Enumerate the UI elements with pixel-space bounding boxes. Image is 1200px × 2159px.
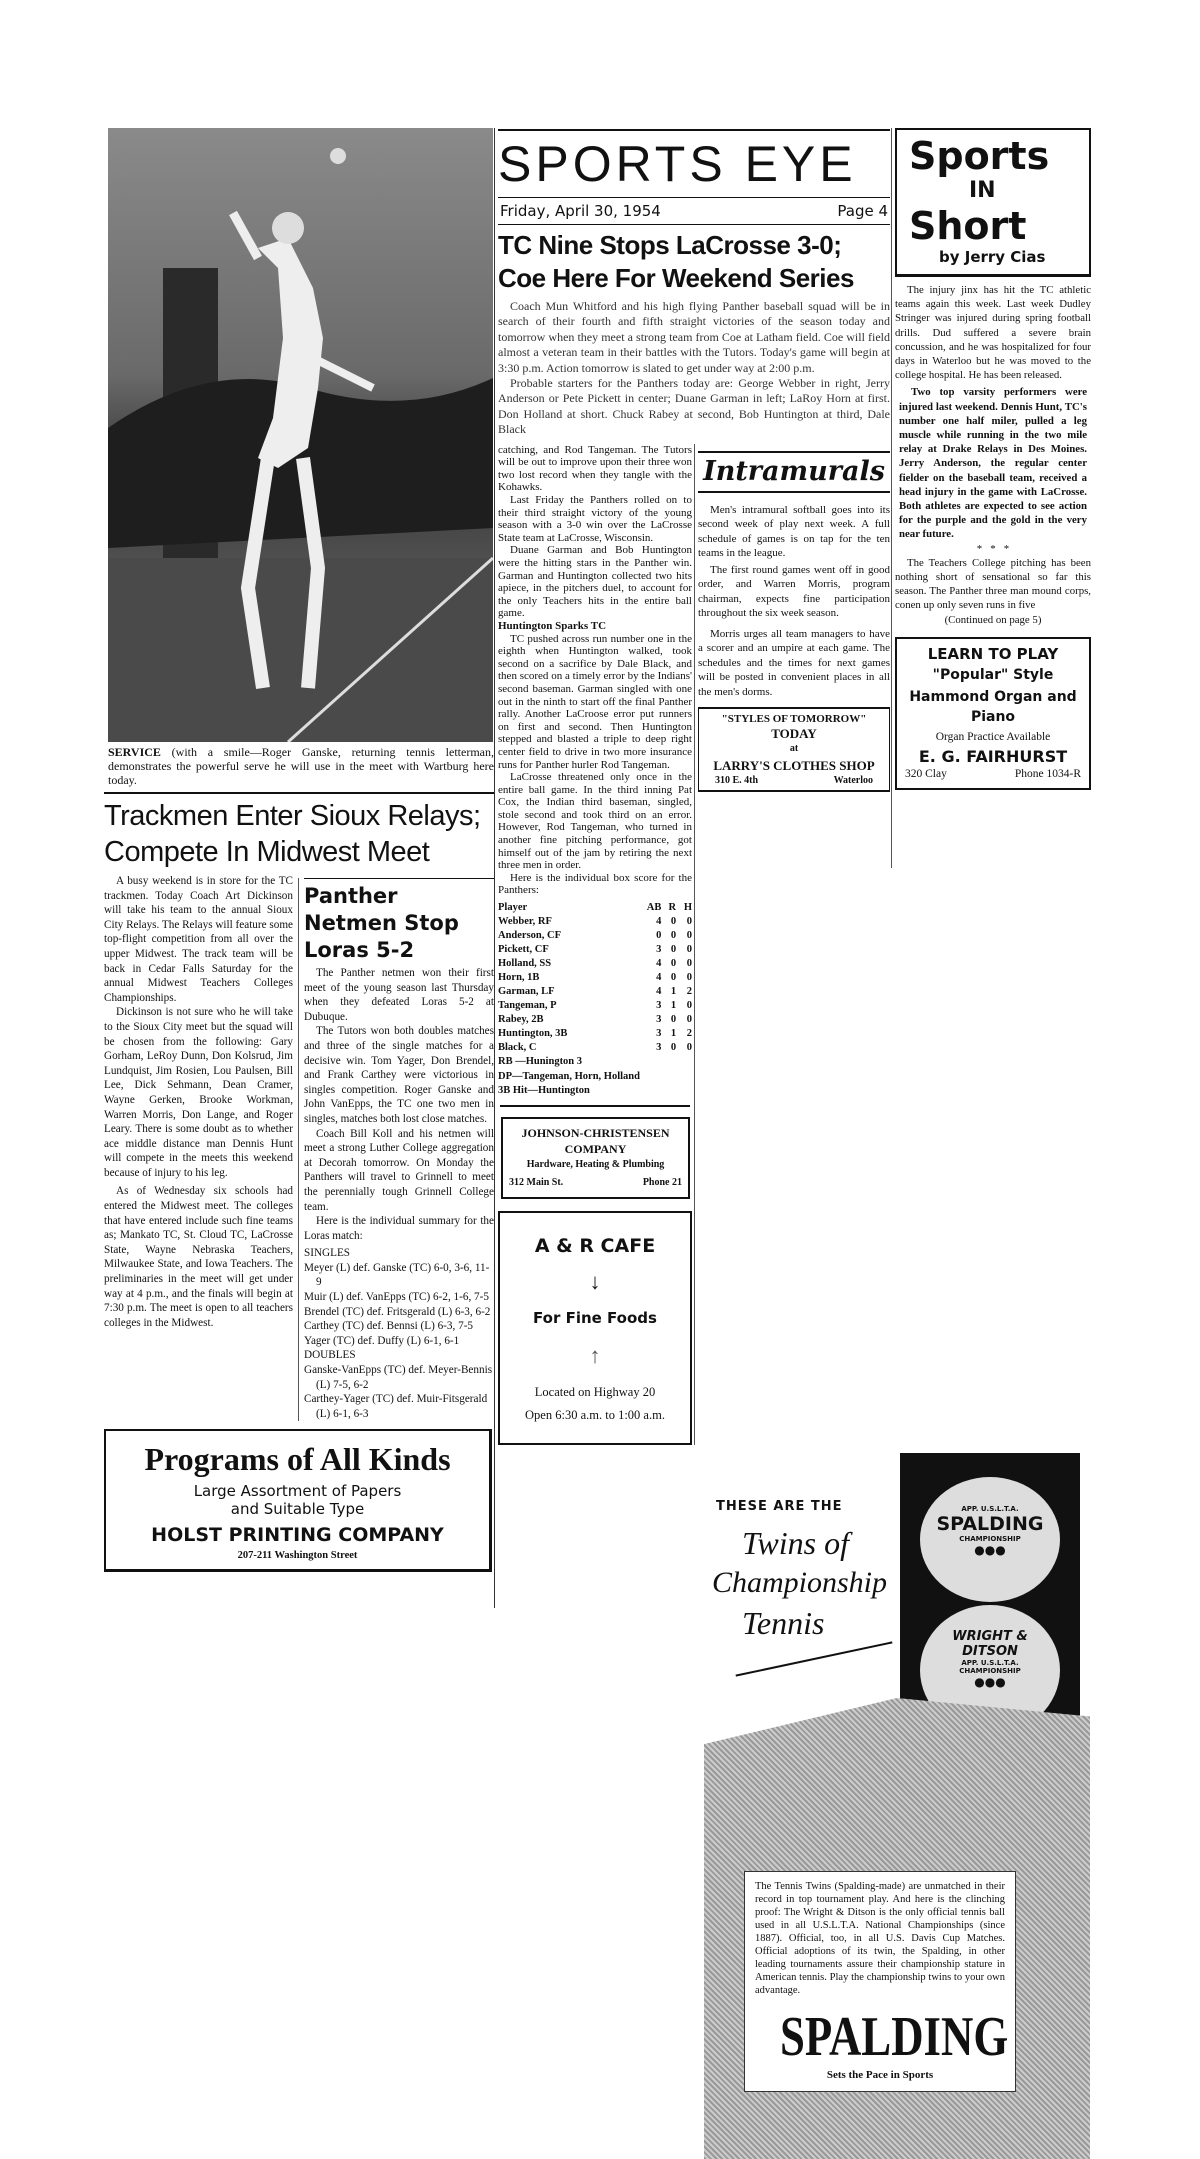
continued-note: (Continued on page 5)	[944, 613, 1042, 626]
stat-cell: 0	[686, 1014, 692, 1026]
match-result: Brendel (TC) def. Fritsgerald (L) 6-3, 6-2	[304, 1305, 491, 1318]
larrys-name: LARRY'S CLOTHES SHOP	[713, 758, 875, 774]
box-score-row	[498, 985, 692, 999]
box-score-row	[498, 1013, 692, 1027]
masthead-title: SPORTS EYE	[498, 136, 857, 192]
match-result: Ganske-VanEpps (TC) def. Meyer-Bennis (L) 7-5, 6-2	[304, 1364, 493, 1391]
netmen-paragraph: The Panther netmen won their first meet of the young season last Thursday when they defeated Loras 5-2 at Dubuque.	[304, 967, 494, 1023]
box-score-row	[498, 1041, 692, 1055]
box-score-row	[498, 971, 692, 985]
box-score-header	[498, 901, 692, 915]
main-paragraph: Coach Mun Whitford and his high flying Panther baseball squad will be in search of their fourth and fifth straight victories of the season today and tomorrow when they meet a strong team from Coe at Latham field. Coe will field almost a veteran team in their battles with the Tutors. Today's game will begin at 3:30 p.m. Action tomorrow is slated to get under way at 2:00 p.m.	[498, 299, 890, 375]
doubles-label: DOUBLES	[304, 1349, 356, 1362]
holst-line: and Suitable Type	[230, 1500, 365, 1519]
box-score-row	[498, 915, 692, 929]
wright-ditson-ball: WRIGHT & DITSON APP. U.S.L.T.A. CHAMPIONSHIP ●●●	[920, 1605, 1060, 1735]
box-score-row	[498, 999, 692, 1013]
column-byline: by Jerry Cias	[939, 248, 1046, 266]
spalding-body: The Tennis Twins (Spalding-made) are unmatched in their record in top tournament play. And here is the clinching proof: The Wright & Ditson is the only official tennis ball used in all U.S.L.T.A. National Championships (since 1887). Official, too, in all U.S. Davis Cup Matches. Official adoptions of its twin, the Spalding, in other leading tournaments assure their championship stature in American tennis. Play the championship twins to your own advantage.	[755, 1881, 1005, 1996]
cafe-hours: Open 6:30 a.m. to 1:00 a.m.	[525, 1407, 665, 1422]
main-paragraph: LaCrosse threatened only once in the entire ball game. In the third inning Pat Cox, the Indian third baseman, singled, stole second and took third on an error. However, Rod Tangeman, who turned in another fine pitching performance, got himself out of the jam by retiring the next three men in order.	[498, 771, 692, 872]
stat-cell: 0	[670, 1014, 677, 1026]
stat-cell: 0	[686, 972, 692, 984]
player-cell: Anderson, CF	[498, 930, 562, 942]
stat-cell: 0	[686, 958, 692, 970]
johnson-tagline: Hardware, Heating & Plumbing	[526, 1158, 665, 1170]
box-score-table	[498, 901, 692, 1055]
larrys-line: "STYLES OF TOMORROW"	[721, 713, 867, 726]
spalding-ad	[704, 1453, 1090, 2159]
holst-headline: Programs of All Kinds	[144, 1441, 451, 1478]
johnson-name: JOHNSON-CHRISTENSEN	[521, 1125, 670, 1140]
player-cell: Pickett, CF	[498, 944, 549, 956]
player-cell: Webber, RF	[498, 916, 552, 928]
main-paragraph: TC pushed across run number one in the eighth when Huntington walked, took second on a sacrifice by Dale Black, and then scored on a timely error by the Indians' second baseman. Garman singled with one out in the ninth to start off the final Panther rally. Another LaCroose error put runners on first and second. Then Huntington stepped and blasted a triple to deep right center field to drive in two more insurance runs for Panther hurler Rod Tangeman.	[498, 632, 692, 771]
stat-cell: 1	[670, 1028, 677, 1040]
organ-lessons-ad	[895, 637, 1091, 790]
stat-cell: 4	[656, 986, 662, 998]
intramurals-column	[698, 444, 890, 1445]
netmen-story	[304, 874, 494, 1421]
script-line: Championship	[712, 1566, 888, 1599]
box-score-notes	[498, 1055, 692, 1099]
header-player: Player	[498, 902, 528, 914]
column-title: Sports	[909, 134, 1050, 178]
stat-cell: 0	[686, 944, 692, 956]
stat-cell: 3	[656, 1014, 662, 1026]
sports-in-short-header	[895, 128, 1091, 277]
netmen-paragraph: Here is the individual summary for the Loras match:	[304, 1215, 494, 1242]
center-left-subcolumn	[498, 444, 692, 1445]
main-headline: TC Nine Stops LaCrosse 3-0; Coe Here For Weekend Series	[498, 230, 854, 293]
sports-in-short-body	[895, 283, 1091, 627]
intramurals-paragraph: The first round games went off in good order, and Warren Morris, program chairman, expects fine participation throughout the six week season.	[698, 563, 890, 620]
stat-cell: 4	[656, 916, 662, 928]
stat-cell: 0	[686, 1042, 692, 1054]
ball-brand: WRIGHT &	[952, 1629, 1028, 1644]
spalding-ball: APP. U.S.L.T.A. SPALDING CHAMPIONSHIP ●●●	[920, 1477, 1060, 1602]
netmen-headline: Panther Netmen Stop Loras 5-2	[304, 884, 459, 962]
box-score-row	[498, 929, 692, 943]
organ-phone: Phone 1034-R	[1014, 767, 1081, 780]
ball-brand: DITSON	[962, 1644, 1018, 1659]
player-cell: Black, C	[498, 1042, 537, 1054]
match-result: Yager (TC) def. Duffy (L) 6-1, 6-1	[304, 1334, 460, 1347]
organ-line: LEARN TO PLAY	[927, 644, 1059, 663]
stat-cell: 0	[670, 944, 677, 956]
column-paragraph: The injury jinx has hit the TC athletic teams again this week. Last week Dudley Stringer was injured during spring football drills. Dud suffered a severe brain concussion, and he was hospitalized for four days in Waterloo but he was moved to the college hospital. He has been released.	[895, 284, 1091, 382]
caption-lead: SERVICE	[108, 745, 161, 759]
singles-label: SINGLES	[304, 1247, 350, 1260]
main-paragraph: Here is the individual box score for the Panthers:	[498, 871, 692, 897]
arrow-up-icon: ↑	[589, 1342, 601, 1368]
left-region	[104, 745, 494, 1572]
stat-cell: 4	[656, 958, 662, 970]
organ-address: 320 Clay	[905, 767, 947, 780]
stat-cell: 3	[656, 944, 662, 956]
spalding-script	[712, 1523, 892, 1643]
main-paragraph: Duane Garman and Bob Huntington were the hitting stars in the Panther win. Garman and Huntington collected two hits apiece, in the pitchers duel, to account for the only Teachers hits in the entire ball game.	[498, 544, 692, 620]
larrys-line: at	[789, 743, 799, 755]
player-cell: Horn, 1B	[498, 972, 540, 984]
stat-cell: 0	[686, 930, 692, 942]
main-paragraph: Probable starters for the Panthers today are: George Webber in right, Jerry Anderson or Pete Pickett in center; Duane Garman in left; LaRoy Horn at first. Don Holland at short. Chuck Rabey at second, Bob Huntington at third, Dale Black	[498, 376, 890, 437]
page-number: Page 4	[837, 202, 888, 220]
larrys-clothes-ad	[698, 707, 890, 792]
stat-cell: 0	[670, 930, 677, 942]
stat-cell: 3	[656, 1042, 662, 1054]
ball-text: APP. U.S.L.T.A.	[961, 1505, 1019, 1513]
cafe-location: Located on Highway 20	[534, 1384, 656, 1399]
arrow-down-icon: ↓	[589, 1268, 601, 1294]
header-h: H	[683, 902, 692, 914]
ar-cafe-ad	[498, 1211, 692, 1445]
holst-company: HOLST PRINTING COMPANY	[151, 1524, 444, 1547]
stat-cell: 2	[686, 1028, 692, 1040]
box-score-row	[498, 1027, 692, 1041]
box-note: RB —Hunington 3	[498, 1056, 583, 1068]
johnson-christensen-ad	[501, 1117, 690, 1199]
larrys-line: TODAY	[771, 726, 817, 742]
track-paragraph: As of Wednesday six schools had entered the Midwest meet. The colleges that have entered include such fine teams as; Mankato TC, St. Cloud TC, LaCrosse State, Wayne Nebraska Teachers, Milwaukee State, and Iowa Teachers. The preliminaries in the meet will get under way at 4 p.m., and the finals will begin at 7:30 p.m. The meet is open to all teachers colleges in the Midwest.	[104, 1185, 293, 1329]
player-cell: Huntington, 3B	[498, 1028, 568, 1040]
cafe-name: A & R CAFE	[534, 1234, 656, 1257]
intramurals-heading: Intramurals	[703, 455, 885, 487]
masthead-date: Friday, April 30, 1954	[500, 202, 661, 220]
stat-cell: 4	[656, 972, 662, 984]
stat-cell: 3	[656, 1000, 662, 1012]
ball-text: CHAMPIONSHIP	[959, 1667, 1021, 1675]
script-line: Twins of	[742, 1525, 849, 1561]
match-result: Muir (L) def. VanEpps (TC) 6-2, 1-6, 7-5	[304, 1291, 489, 1304]
column-title: IN	[969, 178, 996, 203]
intramurals-paragraph: Morris urges all team managers to have a scorer and an umpire at each game. The schedules and the times for next games will be posted in convenient places in all the men's dorms.	[698, 627, 890, 698]
larrys-address: 310 E. 4th	[715, 775, 759, 787]
player-cell: Rabey, 2B	[498, 1014, 544, 1026]
johnson-phone: Phone 21	[642, 1176, 682, 1188]
photo-illustration	[108, 128, 493, 742]
separator: * * *	[976, 542, 1010, 555]
holst-line: Large Assortment of Papers	[193, 1482, 402, 1501]
main-subhead: Huntington Sparks TC	[498, 619, 607, 632]
match-result: Carthey-Yager (TC) def. Muir-Fitsgerald (L) 6-1, 6-3	[304, 1393, 488, 1420]
intramurals-paragraph: Men's intramural softball goes into its second week of play next week. A full schedule of games is on tap for the ten teams in the league.	[698, 503, 890, 560]
track-paragraph: Dickinson is not sure who he will take to the Sioux City meet but the squad will be chosen from the following: Gary Gorham, LeRoy Dunn, Don Kolsrud, Jim Lundquist, Jim Rosien, Lou Paulsen, Bill Lee, Dick Sehmann, Dean Cramer, Wayne Gerken, Brooke Workman, Warren Morris, Don Lange, and Roger Leary. There is some doubt as to whether ace middle distance man Dennis Hunt will compete in the meets this weekend because of injury to his leg.	[104, 1006, 293, 1179]
stat-cell: 2	[686, 986, 692, 998]
netmen-story-body	[304, 966, 494, 1421]
stat-cell: 0	[656, 930, 662, 942]
stat-cell: 0	[670, 1042, 677, 1054]
main-paragraph: catching, and Rod Tangeman. The Tutors will be out to improve upon their three won two lost record when they tangle with the Kohawks.	[498, 443, 692, 494]
stat-cell: 1	[670, 1000, 677, 1012]
netmen-paragraph: The Tutors won both doubles matches and three of the single matches for a decisive win. Tom Yager, Don Brendel, and Frank Carthey were victorious in singles competition. Roger Ganske and John VanEpps, the TC one two men in singles, matches both lost close matches.	[304, 1025, 494, 1125]
spalding-copy-box	[744, 1871, 1016, 2092]
stat-cell: 0	[670, 972, 677, 984]
column-title: Short	[909, 204, 1027, 248]
track-paragraph: A busy weekend is in store for the TC trackmen. Today Coach Art Dickinson will take his team to the annual Sioux City Relays. The Relays will feature some top-flight competition from all over the upper Midwest. The track team will be back in Cedar Falls Saturday for the annual Midwest Teachers Colleges Championships.	[104, 875, 294, 1004]
match-result: Meyer (L) def. Ganske (TC) 6-0, 3-6, 11-9	[304, 1261, 490, 1289]
track-story-body	[104, 874, 293, 1421]
tennis-photo	[108, 128, 493, 742]
cafe-tagline: For Fine Foods	[533, 1308, 657, 1327]
column-paragraph: Two top varsity performers were injured last weekend. Dennis Hunt, TC's number one half miler, pulled a leg muscle while running in the two mile relay at Drake Relays in Des Moines. Jerry Anderson, the regular center fielder on the baseball team, received a head injury in the game with LaCrosse. Both athletes are expected to see action for the purple and the gold in the very near future.	[899, 386, 1087, 541]
caption-text: (with a smile—Roger Ganske, returning tennis letterman, demonstrates the powerful serve he will use in the meet with Wartburg here today.	[108, 745, 494, 787]
ball-text: APP. U.S.L.T.A.	[961, 1659, 1019, 1667]
organ-teacher: E. G. FAIRHURST	[918, 746, 1068, 766]
header-r: R	[668, 902, 677, 914]
stat-cell: 0	[686, 1000, 692, 1012]
stat-cell: 0	[670, 916, 677, 928]
player-cell: Garman, LF	[498, 986, 555, 998]
holst-address: 207-211 Washington Street	[237, 1550, 358, 1562]
stat-cell: 0	[670, 958, 677, 970]
ball-text: CHAMPIONSHIP	[959, 1535, 1021, 1543]
box-note: DP—Tangeman, Horn, Holland	[498, 1070, 640, 1082]
main-story-narrow	[498, 444, 692, 897]
johnson-address: 312 Main St.	[509, 1176, 564, 1188]
stat-cell: 0	[686, 916, 692, 928]
ball-brand: SPALDING	[936, 1513, 1044, 1535]
organ-line: Organ Practice Available	[935, 730, 1051, 743]
arrow-right-icon	[736, 1641, 893, 1676]
stat-cell: 3	[656, 1028, 662, 1040]
stat-cell: 1	[670, 986, 677, 998]
holst-printing-ad	[104, 1429, 492, 1572]
box-score-row	[498, 957, 692, 971]
column-paragraph: The Teachers College pitching has been nothing short of sensational so far this season. The Panther three man mound corps, conen up only seven runs in five	[895, 556, 1091, 612]
spalding-logo: SPALDING	[780, 2006, 1009, 2068]
header-ab: AB	[646, 902, 662, 914]
netmen-paragraph: Coach Bill Koll and his netmen will meet a strong Luther College aggregation at Decorah tomorrow. On Monday the Panthers will travel to Grinnell to meet the perennially tough Grinnell College team.	[304, 1127, 494, 1213]
organ-line: Hammond Organ and Piano	[909, 688, 1077, 725]
match-result: Carthey (TC) def. Bennsi (L) 6-3, 7-5	[304, 1320, 474, 1333]
center-region	[498, 129, 890, 1445]
johnson-name: COMPANY	[564, 1141, 627, 1156]
organ-line: "Popular" Style	[932, 666, 1054, 683]
larrys-city: Waterloo	[833, 775, 873, 787]
box-score-row	[498, 943, 692, 957]
main-story-wide	[498, 299, 890, 438]
track-headline: Trackmen Enter Sioux Relays; Compete In Midwest Meet	[104, 800, 481, 868]
photo-caption	[104, 745, 494, 787]
spalding-slogan: Sets the Pace in Sports	[826, 2069, 934, 2081]
player-cell: Tangeman, P	[498, 1000, 557, 1012]
right-region	[895, 128, 1091, 790]
spalding-kicker: THESE ARE THE	[716, 1499, 843, 1514]
main-paragraph: Last Friday the Panthers rolled on to their third straight victory of the young season with a 3-0 win over the LaCrosse State team at LaCrosse, Wisconsin.	[498, 494, 692, 544]
script-line: Tennis	[742, 1605, 825, 1641]
box-note: 3B Hit—Huntington	[498, 1085, 590, 1097]
intramurals-body	[698, 503, 890, 700]
player-cell: Holland, SS	[498, 958, 552, 970]
